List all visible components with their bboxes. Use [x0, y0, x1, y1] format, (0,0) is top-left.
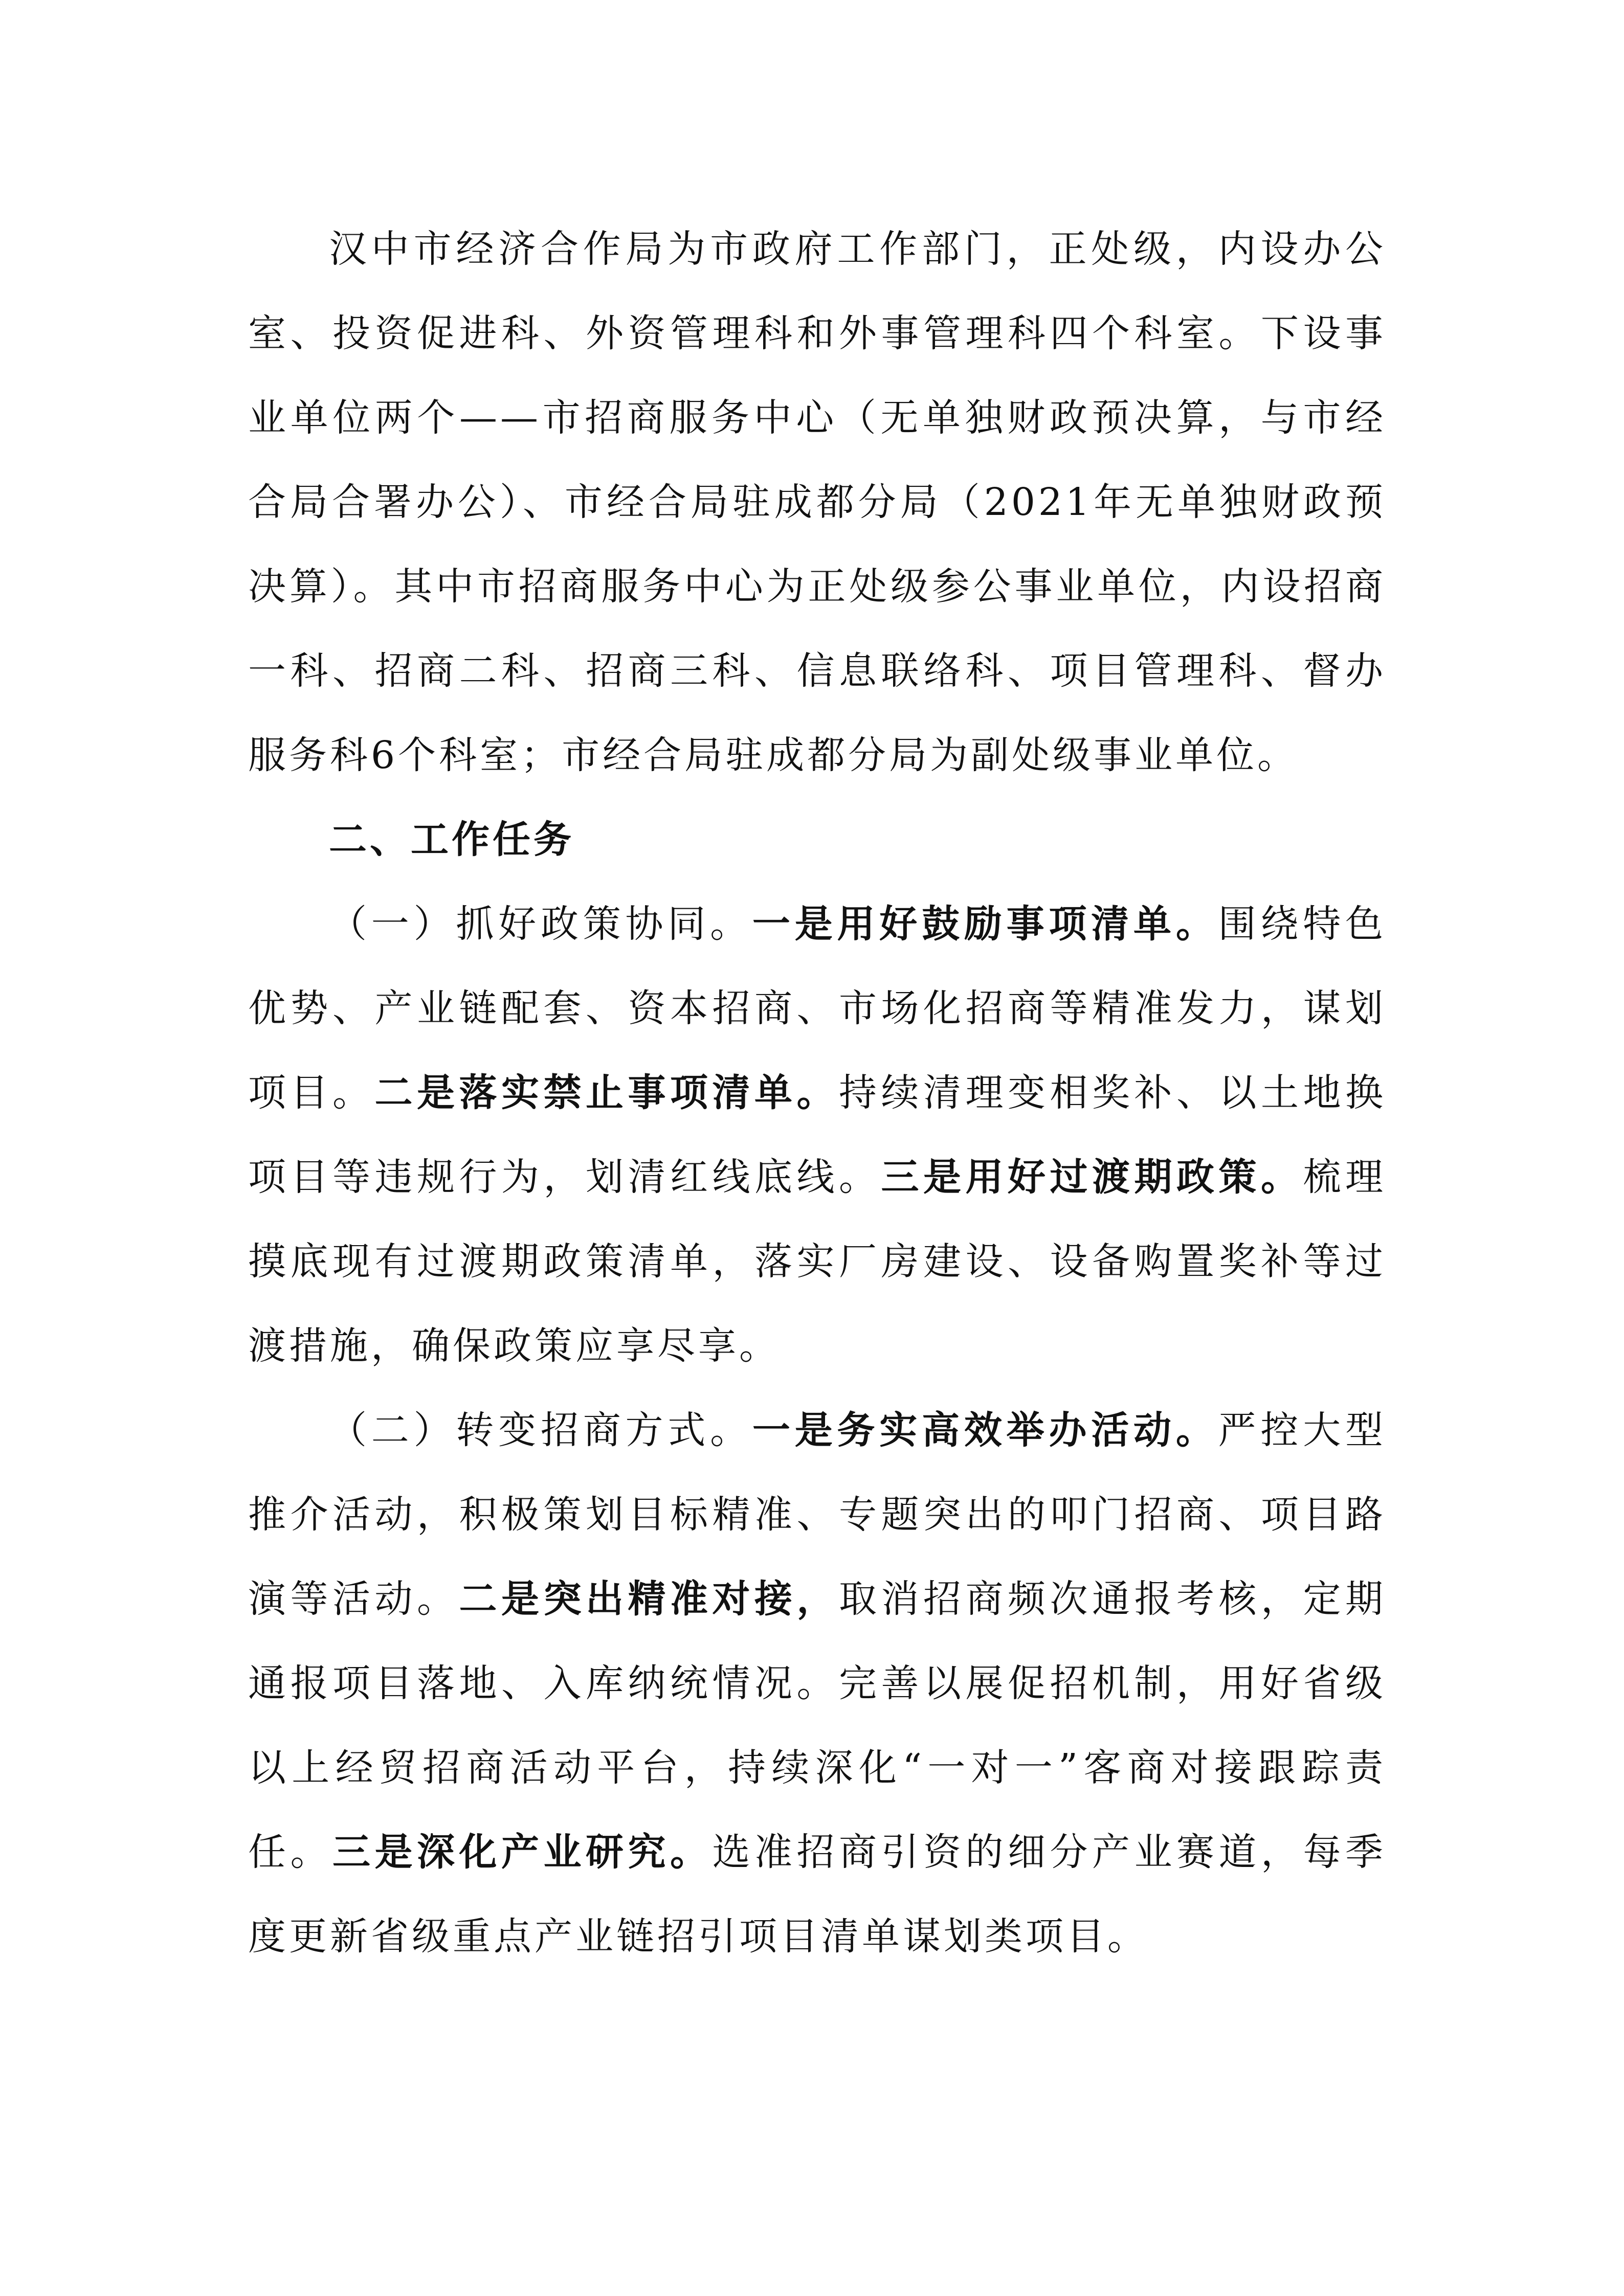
item-2-prefix: （二）转变招商方式。: [329, 1408, 752, 1452]
item-2-point-3-text: 选准招商引资的细分产业赛道，每季度更新省级重点产业链招引项目清单谋划类项目。: [248, 1830, 1386, 1959]
item-2-point-2-text: 取消招商频次通报考核，定期通报项目落地、入库纳统情况。完善以展促招机制，用好省级以上经贸招商活动平台，持续深化“一对一”客商对接跟踪责任。: [248, 1577, 1386, 1874]
intro-paragraph: 汉中市经济合作局为市政府工作部门，正处级，内设办公室、投资促进科、外资管理科和外事管理科四个科室。下设事业单位两个——市招商服务中心（无单独财政预决算，与市经合局合署办公）、市经合局驻成都分局（2021年无单独财政预决算）。其中市招商服务中心为正处级参公事业单位，内设招商一科、招商二科、招商三科、信息联络科、项目管理科、督办服务科6个科室；市经合局驻成都分局为副处级事业单位。: [248, 227, 1386, 777]
investment-method-paragraph: [248, 1388, 1386, 1979]
policy-coordination-paragraph: [248, 882, 1386, 1388]
item-1-prefix: （一）抓好政策协同。: [329, 902, 752, 946]
item-1-point-1-text: 围绕特色优势、产业链配套、资本招商、市场化招商等精准发力，谋划项目。: [248, 902, 1387, 1115]
item-2-point-2-title: 二是突出精准对接，: [459, 1577, 839, 1621]
item-2-point-1-title: 一是务实高效举办活动。: [752, 1408, 1218, 1452]
document-body: [248, 207, 1386, 1979]
item-1-point-1-title: 一是用好鼓励事项清单。: [752, 902, 1218, 946]
item-1-point-2-text: 持续清理变相奖补、以土地换项目等违规行为，划清红线底线。: [248, 1071, 1386, 1199]
section-heading-work-tasks: 二、工作任务: [329, 818, 574, 862]
item-2-point-3-title: 三是深化产业研究。: [332, 1830, 713, 1874]
item-1-point-2-title: 二是落实禁止事项清单。: [374, 1071, 839, 1115]
item-1-point-3-title: 三是用好过渡期政策。: [881, 1155, 1303, 1199]
item-2-point-1-text: 严控大型推介活动，积极策划目标精准、专题突出的叩门招商、项目路演等活动。: [248, 1408, 1387, 1621]
item-1-point-3-text: 梳理摸底现有过渡期政策清单，落实厂房建设、设备购置奖补等过渡措施，确保政策应享尽享。: [248, 1155, 1386, 1368]
